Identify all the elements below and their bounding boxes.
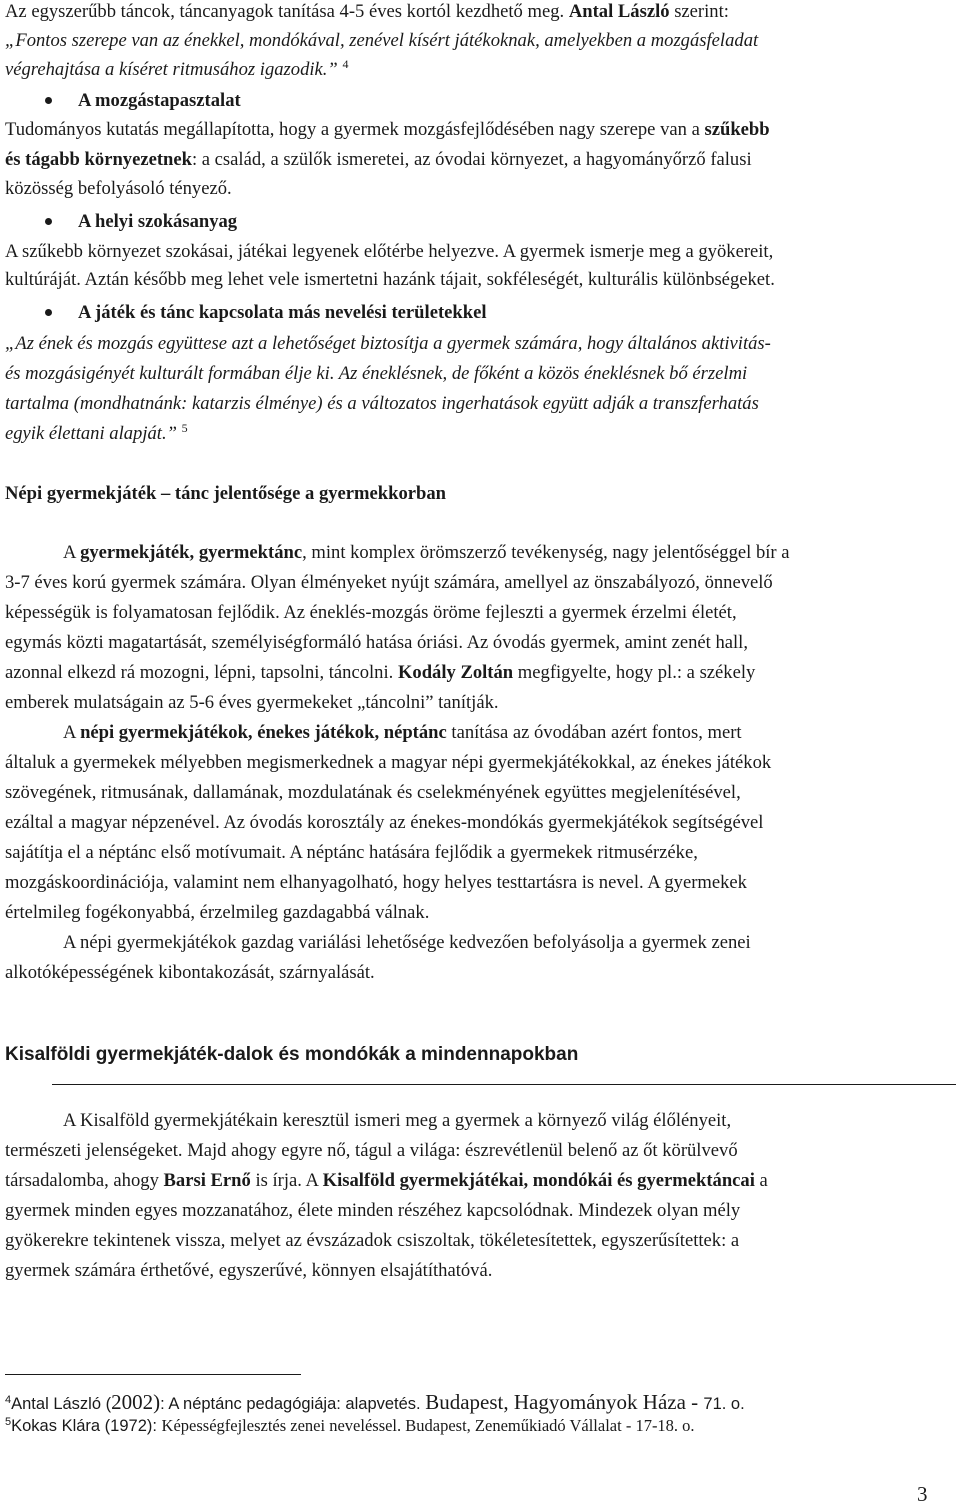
bullet-icon	[45, 309, 52, 316]
footnote-title: : A néptánc pedagógiája: alapvetés.	[160, 1395, 426, 1413]
footnote-ref: 5	[181, 421, 188, 435]
para-4-line-6: gyermek számára érthetővé, egyszerűvé, könnyen elsajátíthatóvá.	[5, 1260, 493, 1281]
para-1-line-3: képességük is folyamatosan fejlődik. Az éneklés-mozgás öröme fejleszti a gyermek érzelmi életét,	[5, 602, 737, 623]
bullet-2-line-1: A szűkebb környezet szokásai, játékai legyenek előtérbe helyezve. A gyermek ismerje meg a gyökereit,	[5, 241, 774, 262]
quote-text: egyik élettani alapját.”	[5, 423, 177, 444]
footnote-5	[5, 1416, 695, 1436]
para-1-line-1	[63, 541, 790, 565]
author-name: Antal László	[568, 1, 670, 22]
para-2-line-5: sajátítja el a néptánc első motívumait. A néptánc hatására fejlődik a gyermekek ritmusérzéke,	[5, 842, 698, 863]
text-span: tanítása az óvodában azért fontos, mert	[446, 722, 742, 743]
text-span: A	[63, 542, 81, 563]
para-4-line-1: A Kisalföld gyermekjátékain keresztül ismeri meg a gyermek a környező világ élőlényeit,	[63, 1110, 732, 1131]
section-heading: Népi gyermekjáték – tánc jelentősége a gyermekkorban	[5, 483, 446, 504]
para-4-line-2: természeti jelenségeket. Majd ahogy egyre nő, tágul a világa: észrevétlenül belenő az őt körülvevő	[5, 1140, 738, 1161]
bullet-1-line-2	[5, 148, 752, 172]
para-1-line-2: 3-7 éves korú gyermek számára. Olyan élményeket nyújt számára, amellyel az önszabályozó, önnevelő	[5, 572, 773, 593]
bullet-3-line-4	[5, 422, 188, 446]
footnote-separator	[5, 1374, 301, 1375]
text-span: azonnal elkezd rá mozogni, lépni, tapsolni, táncolni.	[5, 662, 398, 683]
bullet-icon	[45, 97, 52, 104]
footnote-author: Kokas Klára (1972):	[11, 1417, 162, 1435]
bullet-1-line-1	[5, 118, 770, 142]
emphasis: népi gyermekjátékok, énekes játékok, néptánc	[80, 722, 447, 743]
para-1-line-6: emberek mulatságain az 5-6 éves gyermekeket „táncolni” tanítják.	[5, 692, 499, 713]
quote-text: „Fontos szerepe van az énekkel, mondókával, zenével kísért játékoknak, amelyekben a mozgásfeladat	[5, 30, 759, 51]
footnote-number: 4	[5, 1394, 12, 1406]
bullet-2-line-2: kultúráját. Aztán később meg lehet vele ismertetni hazánk tájait, sokféleségét, kulturális különbségeket.	[5, 269, 775, 290]
para-3-line-2: alkotóképességének kibontakozását, szárnyalását.	[5, 962, 375, 983]
bullet-title: A helyi szokásanyag	[78, 211, 238, 232]
para-2-line-3: szövegének, ritmusának, dallamának, mozdulatának és cselekményének együttes megjelenítésével,	[5, 782, 741, 803]
para-1-line-4: egymás közti magatartását, személyiségformáló hatása óriási. Az óvodás gyermek, amint zenét hall,	[5, 632, 748, 653]
footnote-4	[5, 1392, 745, 1414]
para-1-line-5	[5, 661, 755, 685]
text-span: is írja. A	[250, 1170, 323, 1191]
intro-line-1	[5, 0, 729, 24]
footnote-author: Antal László (	[11, 1395, 112, 1413]
emphasis: és tágabb környezetnek	[5, 149, 192, 170]
bullet-3-line-3: tartalma (mondhatnánk: katarzis élménye) és a változatos ingerhatások együtt adják a transzferhatás	[5, 393, 759, 414]
bullet-1-line-3: közösség befolyásoló tényező.	[5, 178, 232, 199]
footnote-publisher: Budapest, Hagyományok Háza -	[425, 1390, 704, 1414]
para-2-line-7: értelmileg fogékonyabbá, érzelmileg gazdagabbá válnak.	[5, 902, 430, 923]
bullet-title: A mozgástapasztalat	[78, 90, 241, 111]
intro-line-2	[5, 29, 758, 53]
emphasis: Kodály Zoltán	[397, 662, 514, 683]
emphasis: Kisalföld gyermekjátékai, mondókái és gyermektáncai	[322, 1170, 755, 1191]
para-4-line-5: gyökerekre tekintenek vissza, melyet az évszázadok csiszoltak, tökéletesítettek, egyszerűsítettek: a	[5, 1230, 740, 1251]
para-4-line-3	[5, 1169, 768, 1193]
text-span: Az egyszerűbb táncok, táncanyagok tanítása 4-5 éves kortól kezdhető meg.	[5, 1, 569, 22]
text-span: szerint:	[669, 1, 729, 22]
emphasis: Barsi Ernő	[163, 1170, 251, 1191]
emphasis: gyermekjáték, gyermektánc	[80, 542, 303, 563]
para-2-line-6: mozgáskoordinációja, valamint nem elhanyagolható, hogy helyes testtartásra is nevel. A gyermekek	[5, 872, 747, 893]
text-span: Tudományos kutatás megállapította, hogy a gyermek mozgásfejlődésében nagy szerepe van a	[5, 119, 705, 140]
para-2-line-2: általuk a gyermekek mélyebben megismerkednek a magyar népi gyermekjátékokkal, az énekes játékok	[5, 752, 772, 773]
text-span: társadalomba, ahogy	[5, 1170, 164, 1191]
quote-text: végrehajtása a kíséret ritmusához igazodik.”	[5, 59, 338, 80]
footnote-year: 2002)	[111, 1390, 161, 1414]
text-span: a	[754, 1170, 768, 1191]
footnote-title: Képességfejlesztés zenei neveléssel. Budapest, Zeneműkiadó Vállalat - 17-18. o.	[161, 1416, 695, 1435]
bullet-title: A játék és tánc kapcsolata más nevelési területekkel	[78, 302, 487, 323]
intro-line-3	[5, 58, 348, 82]
text-span: megfigyelte, hogy pl.: a székely	[513, 662, 756, 683]
para-3-line-1: A népi gyermekjátékok gazdag variálási lehetősége kedvezően befolyásolja a gyermek zenei	[63, 932, 751, 953]
para-2-line-4: ezáltal a magyar népzenével. Az óvodás korosztály az énekes-mondókás gyermekjátékok segítségével	[5, 812, 764, 833]
text-span: A	[63, 722, 81, 743]
footnote-number: 5	[5, 1416, 12, 1428]
bullet-3-line-1: „Az ének és mozgás együttese azt a lehetőséget biztosítja a gyermek számára, hogy általános aktivitás-	[5, 333, 771, 354]
text-span: , mint komplex örömszerző tevékenység, nagy jelentőséggel bír a	[302, 542, 790, 563]
page-number: 3	[917, 1482, 928, 1506]
para-4-line-4: gyermek minden egyes mozzanatához, élete minden részéhez kapcsolódnak. Mindezek olyan mély	[5, 1200, 741, 1221]
bullet-3-line-2: és mozgásigényét kulturált formában élje ki. Az éneklésnek, de főként a közös éneklésnek bő érzelmi	[5, 363, 748, 384]
footnote-pages: 71. o.	[703, 1395, 745, 1413]
section-heading: Kisalföldi gyermekjáték-dalok és mondókák a mindennapokban	[5, 1044, 579, 1065]
footnote-ref: 4	[342, 57, 349, 71]
text-span: : a család, a szülők ismeretei, az óvodai környezet, a hagyományőrző falusi	[191, 149, 752, 170]
para-2-line-1	[63, 721, 742, 745]
bullet-icon	[45, 218, 52, 225]
emphasis: szűkebb	[704, 119, 770, 140]
heading-rule	[52, 1084, 956, 1085]
